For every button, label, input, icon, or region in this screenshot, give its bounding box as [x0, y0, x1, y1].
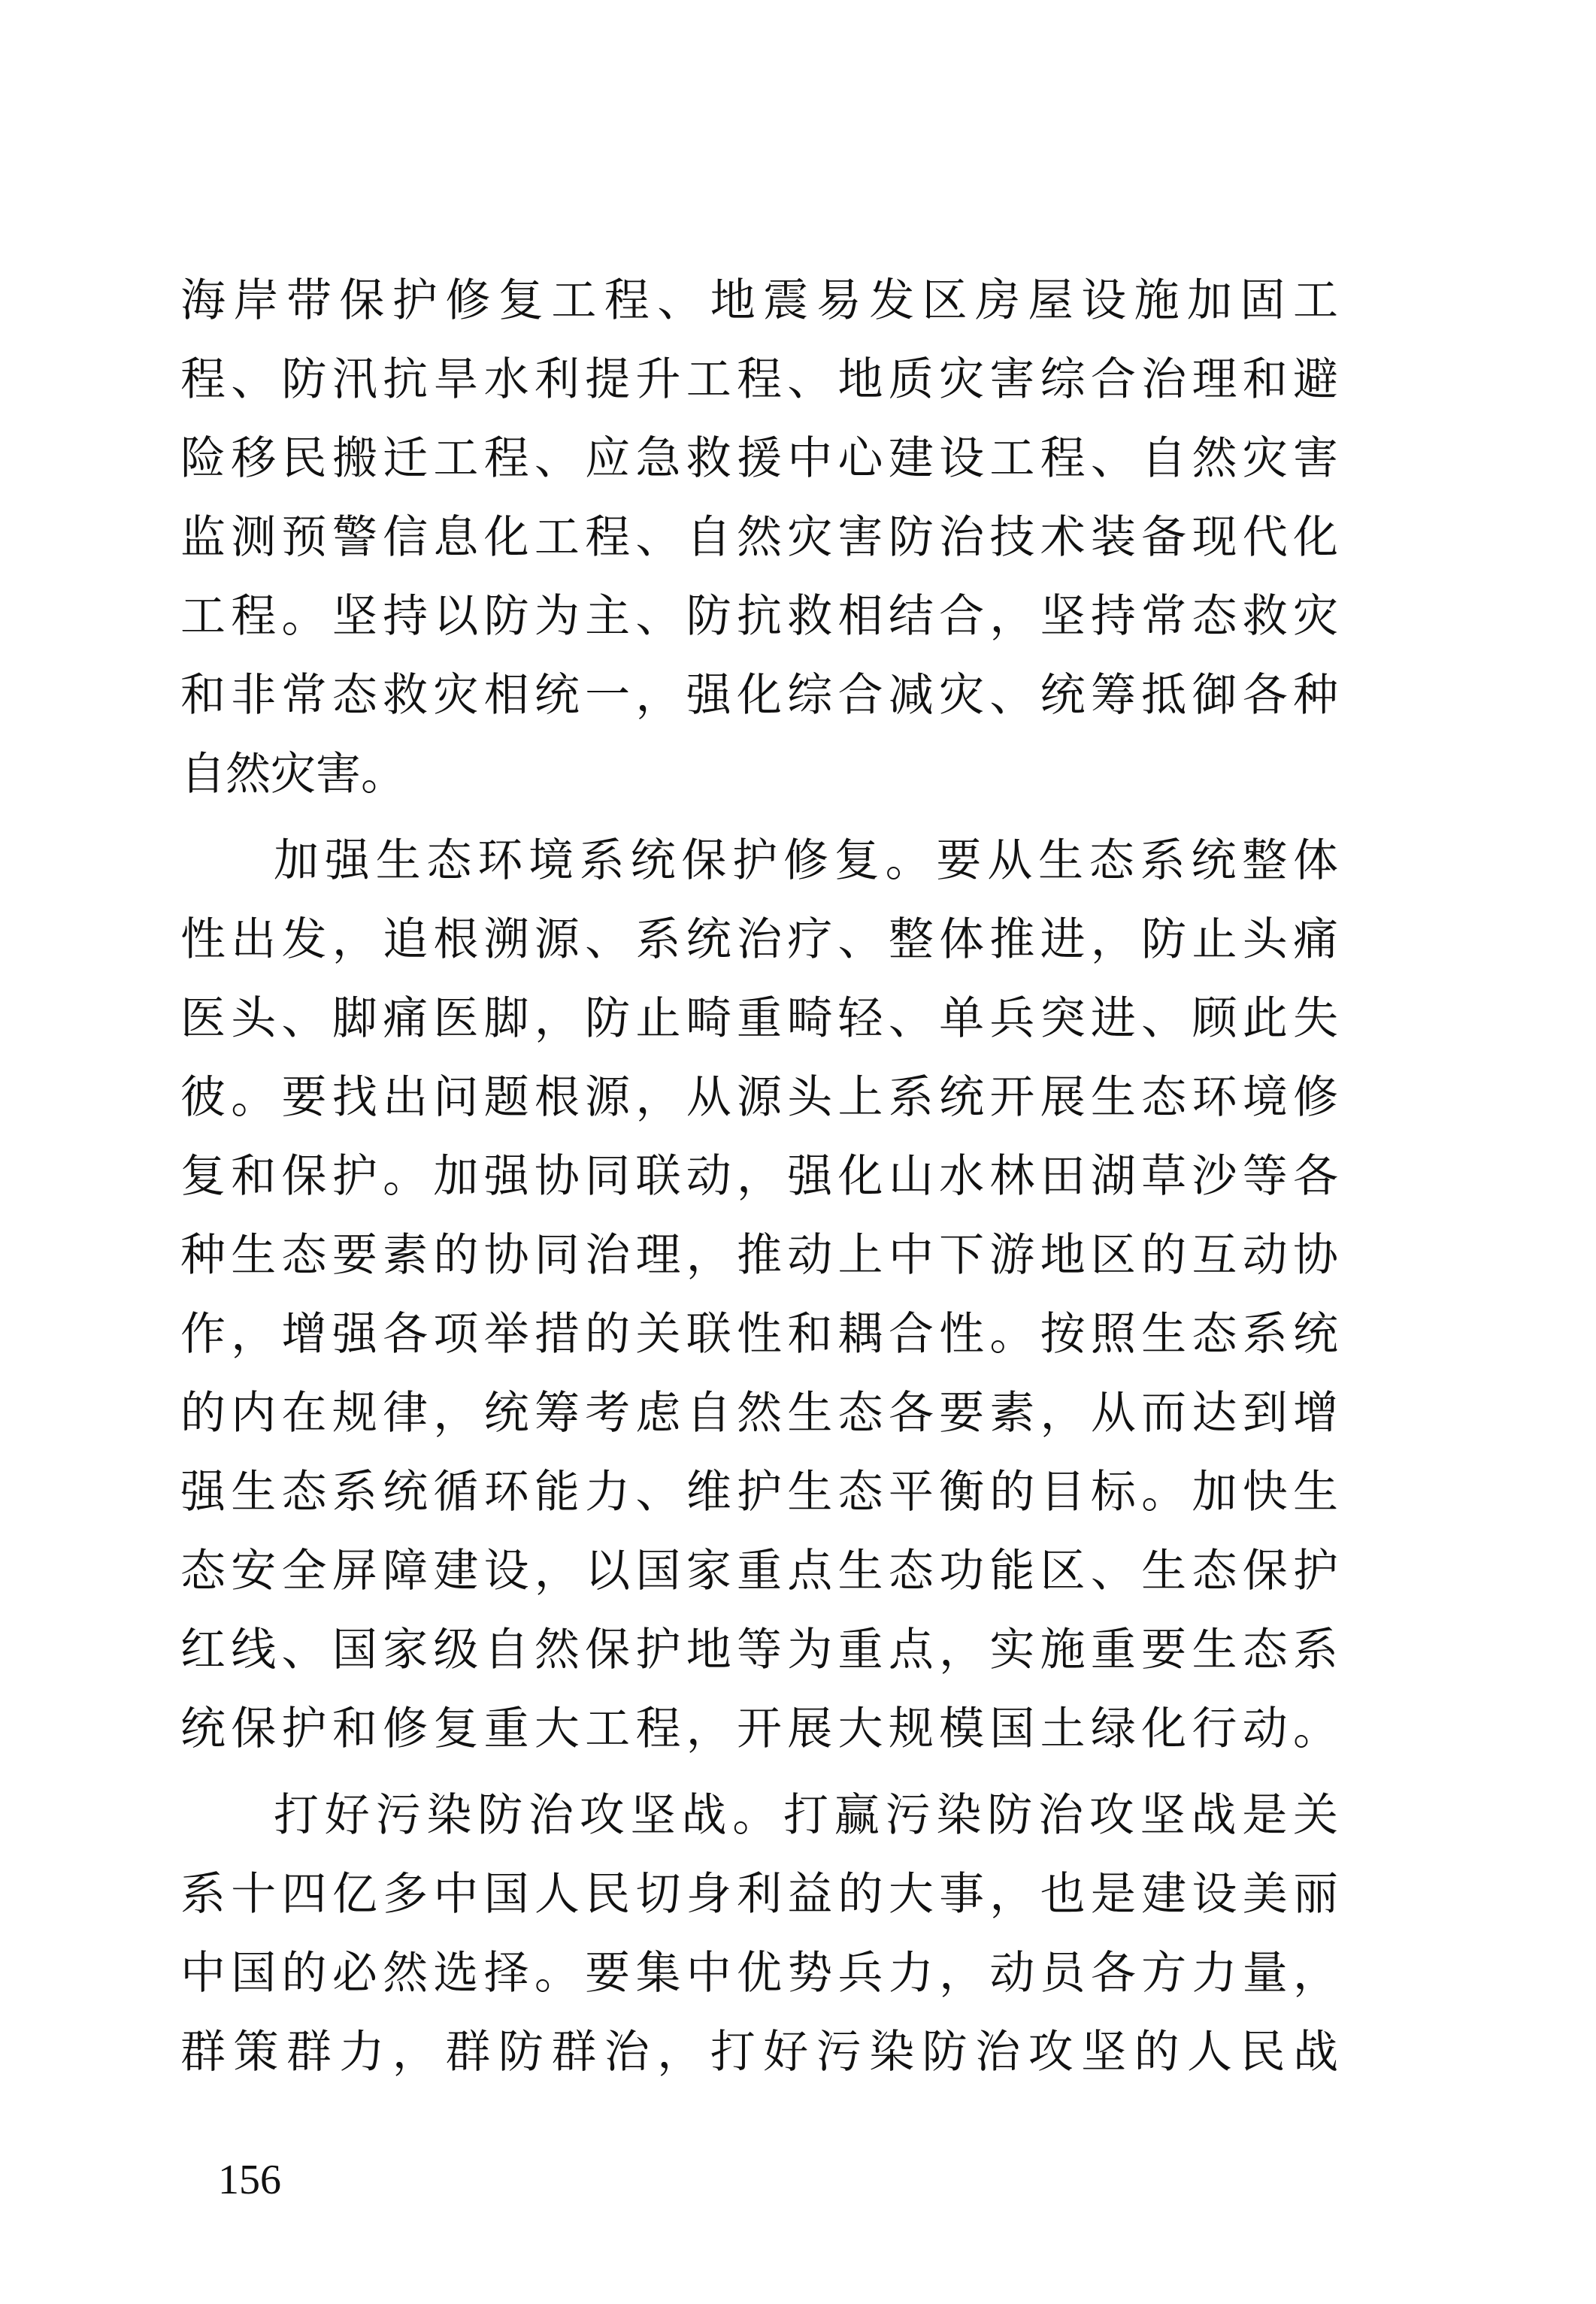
- text-line: 复和保护。加强协同联动，强化山水林田湖草沙等各: [180, 1150, 1338, 1203]
- text-line: 性出发，追根溯源、系统治疗、整体推进，防止头痛: [180, 913, 1338, 966]
- text-line: 海岸带保护修复工程、地震易发区房屋设施加固工: [180, 274, 1338, 327]
- text-line: 作，增强各项举措的关联性和耦合性。按照生态系统: [180, 1308, 1338, 1361]
- text-line: 程、防汛抗旱水利提升工程、地质灾害综合治理和避: [180, 353, 1338, 406]
- text-line: 统保护和修复重大工程，开展大规模国土绿化行动。: [180, 1703, 1338, 1755]
- text-line: 彼。要找出问题根源，从源头上系统开展生态环境修: [180, 1071, 1338, 1124]
- text-line: 红线、国家级自然保护地等为重点，实施重要生态系: [180, 1624, 1338, 1676]
- text-line: 中国的必然选择。要集中优势兵力，动员各方力量，: [180, 1947, 1338, 2000]
- text-line: 系十四亿多中国人民切身利益的大事，也是建设美丽: [180, 1868, 1338, 1921]
- text-line: 的内在规律，统筹考虑自然生态各要素，从而达到增: [180, 1387, 1338, 1440]
- text-line: 群策群力，群防群治，打好污染防治攻坚的人民战: [180, 2026, 1338, 2078]
- text-line: 医头、脚痛医脚，防止畸重畸轻、单兵突进、顾此失: [180, 992, 1338, 1045]
- text-line: 种生态要素的协同治理，推动上中下游地区的互动协: [180, 1229, 1338, 1282]
- text-line: 和非常态救灾相统一，强化综合减灾、统筹抵御各种: [180, 669, 1338, 722]
- text-line: 监测预警信息化工程、自然灾害防治技术装备现代化: [180, 511, 1338, 564]
- text-line: 强生态系统循环能力、维护生态平衡的目标。加快生: [180, 1466, 1338, 1518]
- text-line: 险移民搬迁工程、应急救援中心建设工程、自然灾害: [180, 432, 1338, 485]
- page-number: 156: [218, 2157, 281, 2203]
- text-line: 自然灾害。: [180, 748, 406, 801]
- text-line: 态安全屏障建设，以国家重点生态功能区、生态保护: [180, 1545, 1338, 1597]
- text-line: 工程。坚持以防为主、防抗救相结合，坚持常态救灾: [180, 590, 1338, 643]
- paragraph-first-line: 加强生态环境系统保护修复。要从生态系统整体: [274, 834, 1338, 887]
- paragraph-first-line: 打好污染防治攻坚战。打赢污染防治攻坚战是关: [274, 1789, 1338, 1842]
